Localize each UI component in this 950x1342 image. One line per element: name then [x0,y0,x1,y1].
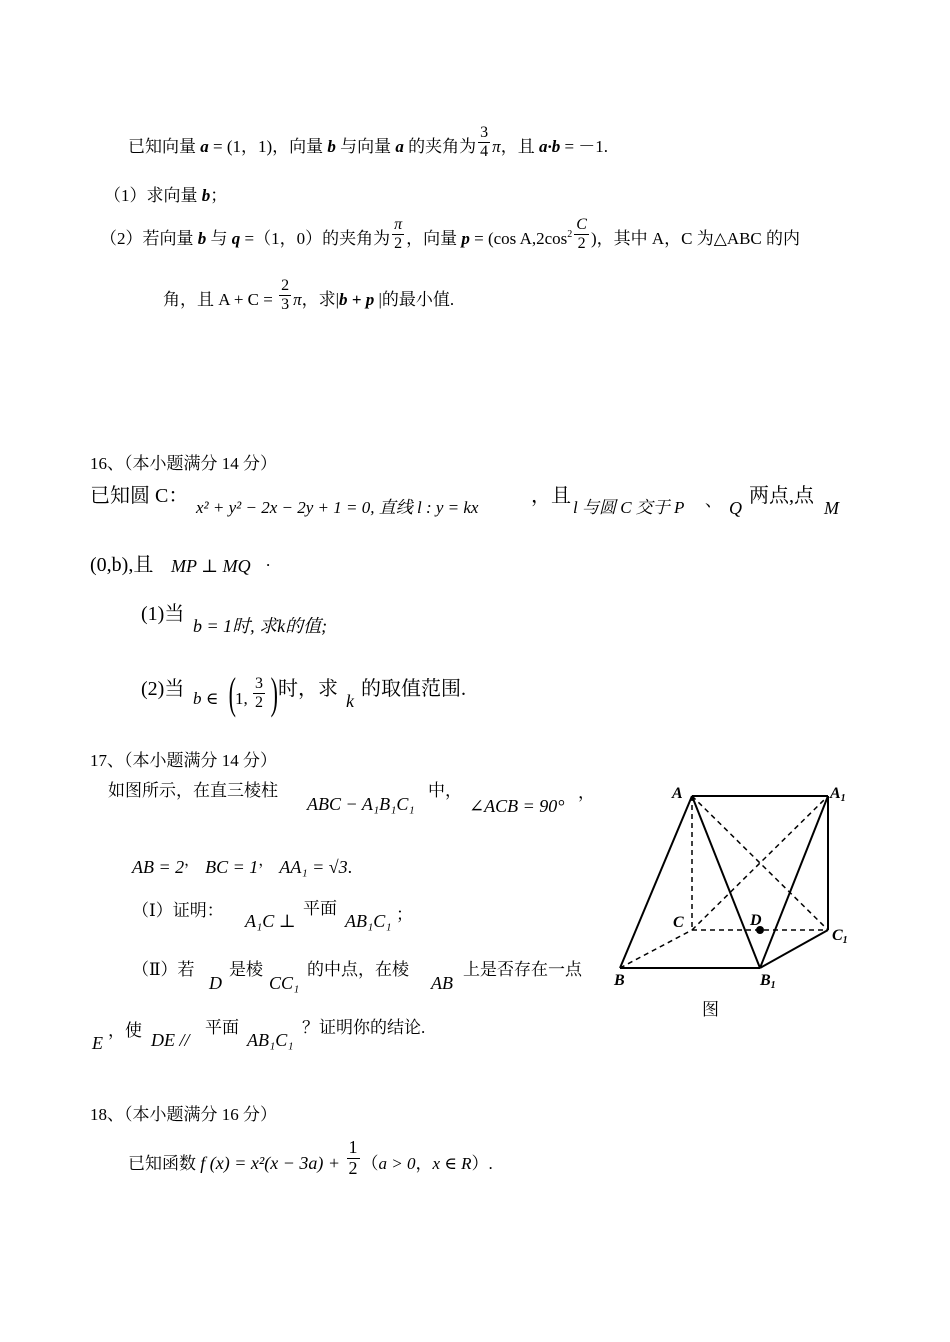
exponent: 2 [567,229,573,240]
text: 已知向量 [128,137,201,156]
text: 两点,点 [749,485,814,507]
var-k: k [346,691,354,711]
text: 与向量 [335,137,396,156]
text: ，其中 A，C 为△ABC 的内 [596,229,801,248]
text: ， [415,1154,433,1174]
q17-header: 17、（本小题满分 14 分） [90,751,277,770]
text: ； [210,186,228,205]
text: 的取值范围. [361,678,466,700]
q15-part1 [104,187,227,204]
length-ab: AB = 2 [132,857,185,877]
text: ； [396,905,413,924]
angle-acb: ∠ACB = 90° [469,796,565,816]
point-d: D [209,973,222,993]
label-b1: B1 [760,972,776,991]
text: 平面 [205,1018,239,1037]
fraction-c-2: $\frac{C}{2}$ [576,216,587,252]
text: ,且 [128,554,154,576]
pi: π [293,290,302,309]
text: （1）求向量 [104,186,202,205]
pi: π [492,137,501,156]
vector-a: a [395,137,404,156]
q15-part2b [163,277,455,313]
point-q: Q [729,498,742,518]
text: 中， [428,781,462,800]
fraction-1-2: $\frac{1}{2}$ [348,1137,358,1178]
label-a: A [672,785,683,802]
perpendicular-condition: MP ⊥ MQ [171,556,251,576]
text: 是棱 [229,960,263,979]
text: = －1. [560,137,609,156]
text: = [469,229,488,248]
vector-b: b [201,186,211,205]
q17-part1: （Ⅰ）证明： [132,901,224,920]
edge-cc1: CC₁ [269,973,300,993]
prism-name: ABC − A₁B₁C₁ [307,794,415,814]
text: 平面 [303,899,337,918]
text: （2）若向量 [100,229,198,248]
vector-a: a [200,137,209,156]
q17-line1: 如图所示，在直三棱柱 [108,781,278,800]
figure-caption: 图 [702,1000,719,1019]
text: （ [361,1154,379,1174]
point-e: E [92,1033,103,1053]
intersect-text: l 与圆 C 交于 P [573,498,685,517]
text: 上是否存在一点 [463,960,582,979]
text: 角，且 A + C = [163,290,278,309]
document-page: 已知向量 a = (1，1)，向量 b 与向量 a 的夹角为 $\frac{3}{4}$ π，且 a·b = －1. （1）求向量 b； （2）若向量 b 与 q =（1，0）的夹角为 $\frac{\pi}{2}$ ，向量 p = (cos $A,2\cos^2$ $\frac{C}{2}$ )，其中 A，C 为△ABC 的内 角，且 A + C = $\frac{2}{3}$ π，求|b + p |的最小值. 16、（本小题满分 14 分） 已知圆 C： x² + y² − 2x − 2y + 1 = 0, 直线 l : y = kx ，且 l 与圆 C 交于 P 、 Q 两点,点 M (0,b),且 MP ⊥ MQ . (1)当 b = 1时, 求k的值; (2)当 b ∈ ( 1, $\frac{3}{2}$ ) 时，求 k 的取值范围. 17、（本小题满分 14 分） 如图所示，在直三棱柱 ABC − A₁B₁C₁ 中， ∠ACB = 90° ， AB = 2， BC = 1， AA₁ = √3. （Ⅰ）证明： A₁C ⊥ 平面 AB₁C₁ ； （Ⅱ）若 D 是棱 CC₁ 的中点，在棱 AB 上是否存在一点 E ，使 DE // 平面 AB₁C₁ ？证明你的结论. A A1 C D C1 B B1 图 18、（本小题满分 16 分） 已知函数 f (x) = x²(x − 3a) + $\frac{1}{2}$ （a > 0，x ∈ R）. [0,0,950,1342]
edge-ab: AB [431,973,453,993]
text: ， [184,853,200,869]
text: ，求| [301,290,340,309]
q16-part1: (1)当 [141,603,185,625]
text: . [347,857,353,877]
perp-expr: A₁C ⊥ [245,911,296,931]
plane-ab1c1: AB₁C₁ [247,1030,294,1050]
circle-equation: x² + y² − 2x − 2y + 1 = 0, 直线 l : y = kx [196,498,479,517]
text: . [266,551,271,570]
text: ) [590,229,597,248]
q16-line2 [90,555,153,575]
prism-figure [600,780,860,1020]
q15-intro [128,124,609,160]
vector-p: p [461,229,470,248]
fraction-3-4: $\frac{3}{4}$ [480,124,489,160]
text: ，使 [108,1021,142,1040]
fraction-pi-2: $\frac{\pi}{2}$ [394,216,403,252]
length-aa1: AA₁ = √3 [279,857,348,877]
label-c1: C1 [832,927,848,946]
fraction-2-3: $\frac{2}{3}$ [281,277,290,313]
text: 的中点，在棱 [307,960,409,979]
q18-header: 18、（本小题满分 16 分） [90,1105,277,1124]
text: 已知函数 [128,1154,201,1174]
text: ）. [471,1154,493,1174]
point-m: M [824,498,839,518]
condition-a: a > 0 [378,1154,416,1174]
text: 、 [705,491,722,510]
text: ，向量 [406,229,462,248]
label-c: C [673,914,684,931]
text: 时，求 [278,678,338,700]
condition-b: b = 1时, 求k的值; [193,616,328,636]
edge-b1-c1 [760,930,828,968]
q15-part2 [100,216,801,252]
function-f: f (x) = x²(x − 3a) + [200,1153,345,1174]
q16-part2: (2)当 [141,678,185,700]
plane-ab1c1: AB₁C₁ [345,911,392,931]
vector-q: q [231,229,241,248]
label-b: B [614,972,625,989]
edge-a-b [620,796,692,968]
q16-line1 [90,486,188,506]
text: ， [578,783,595,802]
edge-b-c [620,930,692,968]
text: ，且 [531,485,571,507]
q17-line2 [132,854,352,876]
text: ， [258,853,274,869]
text: ？证明你的结论. [302,1018,426,1037]
q17-part2: （Ⅱ）若 [132,960,195,979]
parallel-expr: DE // [151,1030,190,1050]
q18-line1 [128,1137,493,1179]
label-d: D [750,912,762,929]
vector-p-expr: (cos A,2cos [487,229,568,248]
vector-sum: b + p [339,290,375,309]
vector-b: b [197,229,207,248]
text: ，且 [500,137,539,156]
point-m-coords: (0,b) [90,554,129,576]
edge-a1-b1 [760,796,828,968]
text: =（1，0）的夹角为 [240,229,391,248]
vector-b: b [327,137,336,156]
text: 的夹角为 [403,137,477,156]
label-a1: A1 [830,785,846,804]
text: 与 [206,229,232,248]
text: 已知圆 C： [90,485,189,507]
dot-product: a·b [538,137,561,156]
text: = (1，1)，向量 [208,137,328,156]
text: |的最小值. [374,290,455,309]
q16-header: 16、（本小题满分 14 分） [90,454,277,473]
edge-a-b1 [692,796,760,968]
length-bc: BC = 1 [205,857,259,877]
condition-x: x ∈ R [432,1154,472,1174]
